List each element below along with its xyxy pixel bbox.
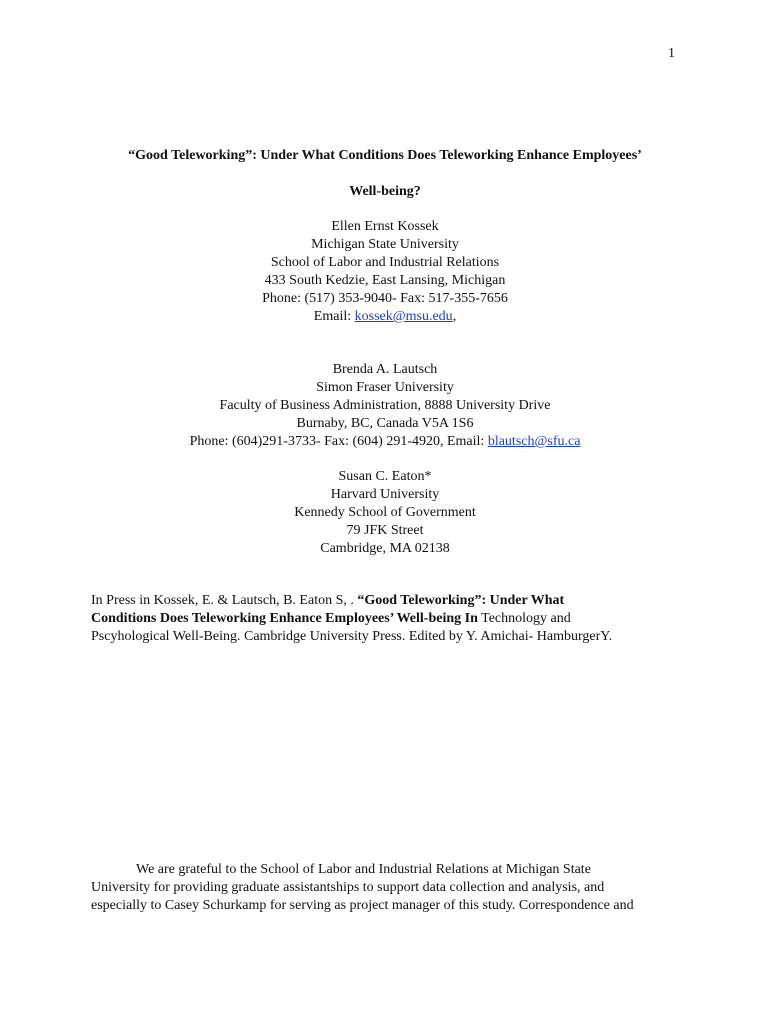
citation-paragraph [91,592,691,646]
author-block-eaton [0,468,770,558]
author-address: 433 South Kedzie, East Lansing, Michigan [264,273,506,288]
citation-title-part-1: “Good Teleworking”: Under What [357,593,565,608]
author-institution: Harvard University [330,487,440,502]
author-contact-line [0,433,770,451]
author-name: Brenda A. Lautsch [332,362,438,377]
email-suffix: , [452,309,457,324]
author-phone-fax: Phone: (517) 353-9040- Fax: 517-355-7656 [262,291,508,306]
author-institution: Michigan State University [311,237,459,252]
author-institution: Simon Fraser University [316,380,454,395]
author-address: Burnaby, BC, Canada V5A 1S6 [296,416,474,431]
acknowledgment-paragraph [91,861,691,915]
phone-fax-email-label: Phone: (604)291-3733- Fax: (604) 291-4920, Email: [189,434,488,449]
citation-line-1 [91,592,691,610]
author-block-kossek [0,218,770,326]
acknowledgment-line-1: We are grateful to the School of Labor and Industrial Relations at Michigan State [136,862,591,877]
title-line-1: “Good Teleworking”: Under What Conditions Does Teleworking Enhance Employees’ [128,148,642,163]
citation-line-3: Pscyhological Well-Being. Cambridge University Press. Edited by Y. Amichai- HamburgerY. [91,629,613,644]
email-link-lautsch[interactable]: blautsch@sfu.ca [487,434,581,449]
author-department: Faculty of Business Administration, 8888 University Drive [219,398,551,413]
author-name: Ellen Ernst Kossek [331,219,439,234]
acknowledgment-line-2: University for providing graduate assistantships to support data collection and analysis, and [91,880,605,895]
page-number: 1 [668,46,675,61]
citation-book-title-start: Technology and [477,611,571,626]
email-label: Email: [313,309,355,324]
author-city: Cambridge, MA 02138 [320,541,450,556]
author-department: School of Labor and Industrial Relations [270,255,500,270]
email-link-kossek[interactable]: kossek@msu.edu [354,309,453,324]
title-line-2: Well-being? [349,184,421,199]
citation-title-part-2: Conditions Does Teleworking Enhance Employees’ Well-being In [91,611,478,626]
author-street: 79 JFK Street [346,523,424,538]
citation-line-2 [91,610,691,628]
paper-title [0,147,770,201]
author-department: Kennedy School of Government [294,505,476,520]
author-name: Susan C. Eaton* [338,469,432,484]
acknowledgment-line-3: especially to Casey Schurkamp for serving as project manager of this study. Correspondence and [91,898,634,913]
author-block-lautsch [0,361,770,451]
citation-prefix: In Press in Kossek, E. & Lautsch, B. Eaton S, . [91,593,358,608]
author-email-line [0,308,770,326]
